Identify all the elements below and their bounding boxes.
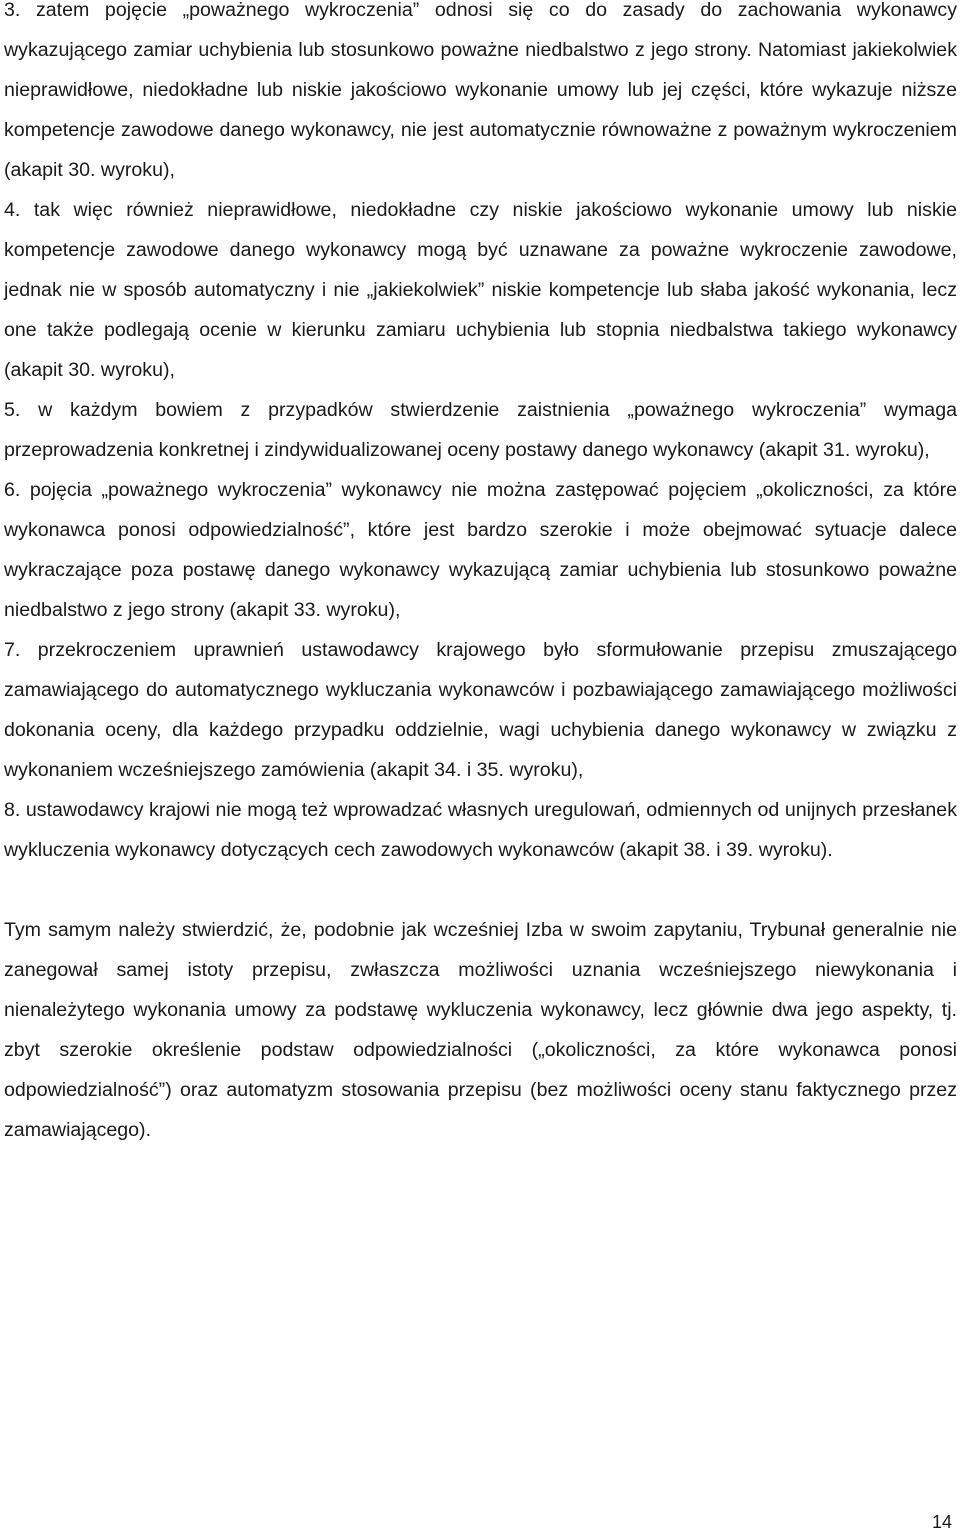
paragraph-gap: [4, 870, 957, 910]
list-item-7: 7. przekroczeniem uprawnień ustawodawcy krajowego było sformułowanie przepisu zmuszającego zamawiającego do automatycznego wykluczania wykonawców i pozbawiającego zamawiającego możliwości dokonania oceny, dla każdego przypadku oddzielnie, wagi uchybienia danego wykonawcy w związku z wykonaniem wcześniejszego zamówienia (akapit 34. i 35. wyroku),: [4, 639, 957, 781]
list-item-8: 8. ustawodawcy krajowi nie mogą też wprowadzać własnych uregulowań, odmiennych od unijnych przesłanek wykluczenia wykonawcy dotyczących cech zawodowych wykonawców (akapit 38. i 39. wyroku).: [4, 799, 957, 861]
list-item-4: 4. tak więc również nieprawidłowe, niedokładne czy niskie jakościowo wykonanie umowy lub niskie kompetencje zawodowe danego wykonawcy mogą być uznawane za poważne wykroczenie zawodowe, jednak nie w sposób automatyczny i nie „jakiekolwiek” niskie kompetencje lub słaba jakość wykonania, lecz one także podlegają ocenie w kierunku zamiaru uchybienia lub stopnia niedbalstwa takiego wykonawcy (akapit 30. wyroku),: [4, 199, 957, 381]
document-page: [4, 0, 957, 1150]
list-item-5: 5. w każdym bowiem z przypadków stwierdzenie zaistnienia „poważnego wykroczenia” wymaga przeprowadzenia konkretnej i zindywidualizowanej oceny postawy danego wykonawcy (akapit 31. wyroku),: [4, 399, 957, 461]
closing-paragraph: Tym samym należy stwierdzić, że, podobnie jak wcześniej Izba w swoim zapytaniu, Trybunał generalnie nie zanegował samej istoty przepisu, zwłaszcza możliwości uznania wcześniejszego niewykonania i nienależytego wykonania umowy za podstawę wykluczenia wykonawcy, lecz głównie dwa jego aspekty, tj. zbyt szerokie określenie podstaw odpowiedzialności („okoliczności, za które wykonawca ponosi odpowiedzialność”) oraz automatyzm stosowania przepisu (bez możliwości oceny stanu faktycznego przez zamawiającego).: [4, 919, 957, 1141]
list-item-6: 6. pojęcia „poważnego wykroczenia” wykonawcy nie można zastępować pojęciem „okoliczności, za które wykonawca ponosi odpowiedzialność”, które jest bardzo szerokie i może obejmować sytuacje dalece wykraczające poza postawę danego wykonawcy wykazującą zamiar uchybienia lub stosunkowo poważne niedbalstwo z jego strony (akapit 33. wyroku),: [4, 479, 957, 621]
page-number: 14: [931, 1512, 952, 1532]
list-item-3: 3. zatem pojęcie „poważnego wykroczenia” odnosi się co do zasady do zachowania wykonawcy wykazującego zamiar uchybienia lub stosunkowo poważne niedbalstwo z jego strony. Natomiast jakiekolwiek nieprawidłowe, niedokładne lub niskie jakościowo wykonanie umowy lub jej części, które wykazuje niższe kompetencje zawodowe danego wykonawcy, nie jest automatycznie równoważne z poważnym wykroczeniem (akapit 30. wyroku),: [4, 0, 957, 181]
